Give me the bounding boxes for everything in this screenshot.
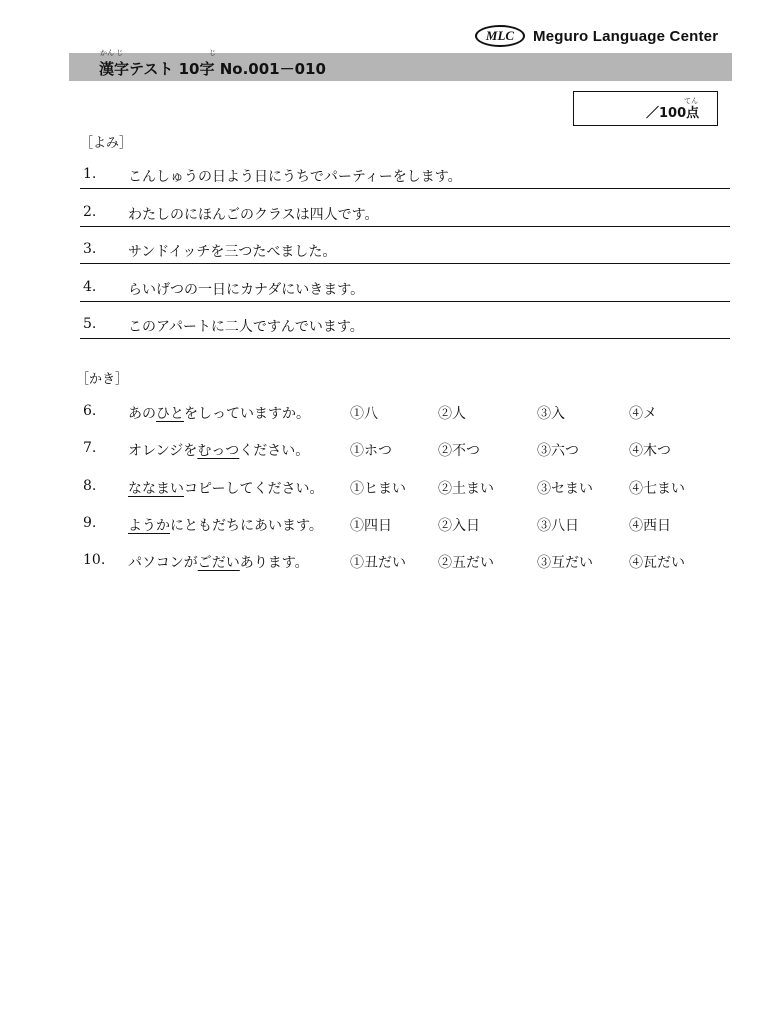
kaki-item xyxy=(80,474,730,500)
item-number: 2. xyxy=(83,204,97,220)
target-word: ななまい xyxy=(128,481,184,497)
mlc-logo-icon: MLC xyxy=(475,25,525,47)
item-text: わたしのにほんごのクラスは四人です。 xyxy=(128,207,379,223)
yomi-item xyxy=(80,275,730,302)
score-ruby: てん xyxy=(684,97,698,105)
kaki-item xyxy=(80,548,730,574)
item-number: 7. xyxy=(83,440,97,456)
page-title: 漢字テスト 10字 No.001－010 xyxy=(99,60,326,78)
option-3[interactable]: ③六つ xyxy=(537,443,579,459)
logo-text: Meguro Language Center xyxy=(533,27,719,45)
yomi-item xyxy=(80,200,730,227)
score-label: ／100点 xyxy=(646,106,700,121)
item-number: 8. xyxy=(83,478,97,494)
yomi-heading: ［よみ］ xyxy=(80,136,133,151)
kaki-item xyxy=(80,399,730,425)
item-number: 6. xyxy=(83,403,97,419)
option-3[interactable]: ③八日 xyxy=(537,518,579,534)
option-3[interactable]: ③入 xyxy=(537,406,565,422)
item-text: こんしゅうの日よう日にうちでパーティーをします。 xyxy=(128,169,462,185)
option-2[interactable]: ②土まい xyxy=(438,481,494,497)
option-1[interactable]: ①八 xyxy=(350,406,378,422)
item-text: サンドイッチを三つたべました。 xyxy=(128,244,337,260)
logo xyxy=(475,25,718,47)
option-4[interactable]: ④木つ xyxy=(629,443,671,459)
option-1[interactable]: ①ヒまい xyxy=(350,481,406,497)
kaki-heading: ［かき］ xyxy=(76,372,129,387)
option-4[interactable]: ④七まい xyxy=(629,481,685,497)
yomi-item xyxy=(80,162,730,189)
item-number: 10. xyxy=(83,552,106,568)
item-number: 9. xyxy=(83,515,97,531)
option-2[interactable]: ②人 xyxy=(438,406,466,422)
option-3[interactable]: ③互だい xyxy=(537,555,593,571)
option-3[interactable]: ③セまい xyxy=(537,481,593,497)
item-question: オレンジをむっつください。 xyxy=(128,443,310,459)
target-word: ようか xyxy=(128,518,170,534)
kaki-item xyxy=(80,511,730,537)
option-4[interactable]: ④瓦だい xyxy=(629,555,685,571)
item-number: 3. xyxy=(83,241,97,257)
item-question: パソコンがごだいあります。 xyxy=(128,555,309,571)
target-word: ひと xyxy=(156,406,184,422)
option-4[interactable]: ④メ xyxy=(629,406,657,422)
target-word: むっつ xyxy=(197,443,240,459)
target-word: ごだい xyxy=(197,555,240,571)
item-question: あのひとをしっていますか。 xyxy=(128,406,310,422)
option-2[interactable]: ②不つ xyxy=(438,443,480,459)
option-2[interactable]: ②入日 xyxy=(438,518,480,534)
yomi-item xyxy=(80,237,730,264)
item-text: このアパートに二人ですんでいます。 xyxy=(128,319,364,335)
title-ruby-kanji: かん じ xyxy=(100,49,124,57)
option-4[interactable]: ④西日 xyxy=(629,518,671,534)
title-ruby-ji: じ xyxy=(209,49,216,57)
yomi-item xyxy=(80,312,730,339)
option-1[interactable]: ①四日 xyxy=(350,518,392,534)
item-text: らいげつの一日にカナダにいきます。 xyxy=(128,282,365,298)
option-1[interactable]: ①ホつ xyxy=(350,443,392,459)
item-question: ななまいコピーしてください。 xyxy=(128,481,324,497)
kaki-item xyxy=(80,436,730,462)
option-2[interactable]: ②五だい xyxy=(438,555,494,571)
item-question: ようかにともだちにあいます。 xyxy=(128,518,323,534)
option-1[interactable]: ①丑だい xyxy=(350,555,406,571)
item-number: 5. xyxy=(83,316,97,332)
item-number: 4. xyxy=(83,279,97,295)
item-number: 1. xyxy=(83,166,97,182)
